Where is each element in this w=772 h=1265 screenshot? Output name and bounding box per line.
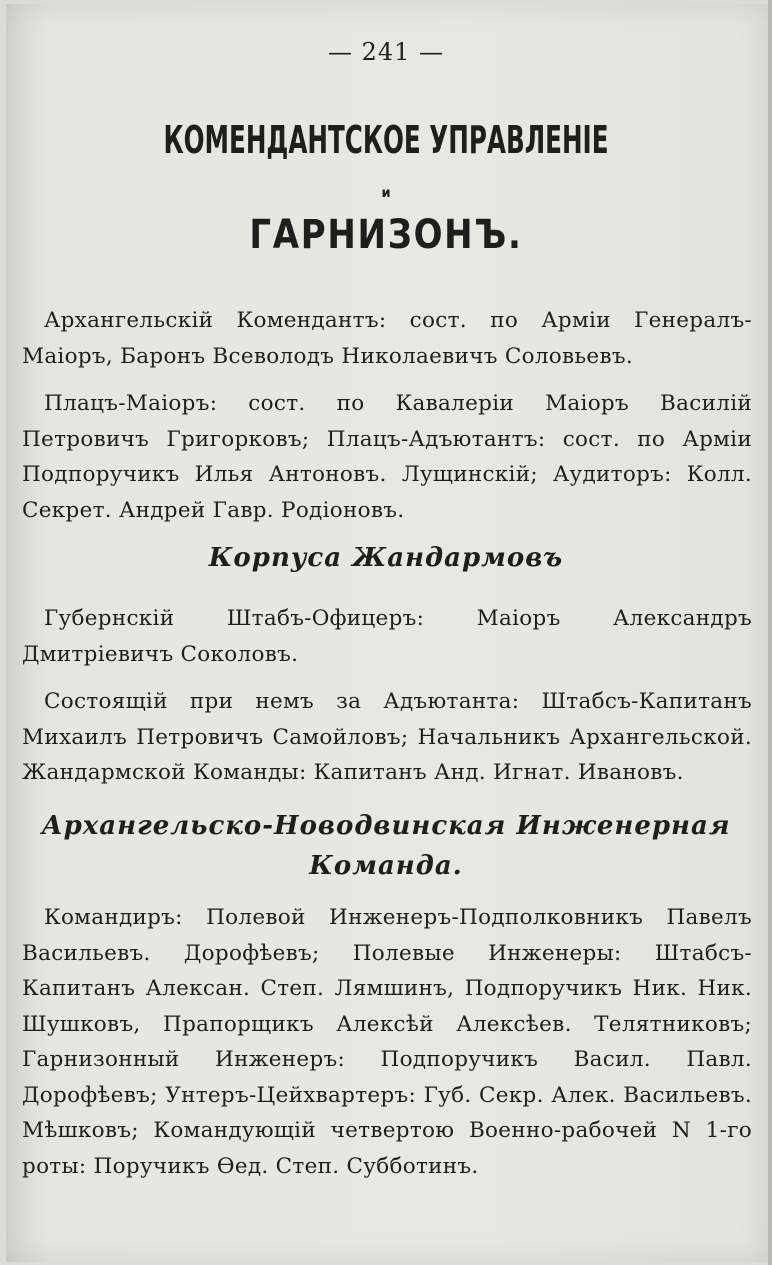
section-heading-engineers: Архангельско-Новодвинская Инженерная	[41, 811, 731, 841]
section-heading-engineers-line2: Команда.	[309, 851, 463, 881]
paragraph-commandant: Архангельскій Комендантъ: сост. по Арміи Генералъ-Маіоръ, Баронъ Всеволодъ Николаевичъ Соловьевъ.	[22, 308, 752, 369]
page-title: КОМЕНДАНТСКОЕ УПРАВЛЕНІЕ	[163, 118, 609, 162]
section-heading-gendarmes: Корпуса Жандармовъ	[208, 543, 564, 573]
paragraph-gubernsky-officer: Губернскій Штабъ-Офицеръ: Маіоръ Александръ Дмитріевичъ Соколовъ.	[22, 606, 752, 667]
page-number: — 241 —	[327, 38, 445, 66]
paragraph-engineer-commander: Командиръ: Полевой Инженеръ-Подполковникъ Павелъ Васильевъ. Дорофѣевъ; Полевые Инженеры: Штабсъ-Капитанъ Алексан. Степ. Лямшинъ, Подпоручикъ Ник. Ник. Шушковъ, Прапорщикъ Алексѣй Алексѣев. Телятниковъ; Гарнизонный Инженеръ: Подпоручикъ Васил. Павл. Дорофѣевъ; Унтеръ-Цейхвартеръ: Губ. Секр. Алек. Васильевъ. Мѣшковъ; Командующій четвертою Военно-рабочей N 1-го роты: Поручикъ Ѳед. Степ. Субботинъ.	[22, 905, 752, 1179]
paragraph-adjutant: Состоящій при немъ за Адъютанта: Штабсъ-Капитанъ Михаилъ Петровичъ Самойловъ; Начальникъ Архангельской. Жандармской Команды: Капитанъ Анд. Игнат. Ивановъ.	[22, 689, 752, 785]
title-conjunction: и	[381, 186, 391, 201]
page-subtitle: ГАРНИЗОНЪ.	[249, 212, 523, 258]
paragraph-plats-major: Плацъ-Маіоръ: сост. по Кавалеріи Маіоръ Василій Петровичъ Григорковъ; Плацъ-Адъютантъ: сост. по Арміи Подпоручикъ Илья Антоновъ. Лущинскій; Аудиторъ: Колл. Секрет. Андрей Гавр. Родіоновъ.	[22, 391, 752, 523]
